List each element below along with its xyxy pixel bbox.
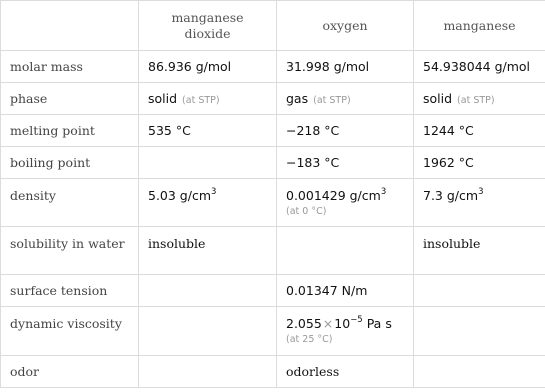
phase-note: (at STP) [457,95,495,106]
melting-point-mno2: 535 °C [139,115,277,147]
phase-o2-cell [277,83,414,115]
molar-mass-mno2: 86.936 g/mol [139,51,277,83]
header-manganese-dioxide: manganese dioxide [139,1,277,51]
row-label: dynamic viscosity [1,307,139,356]
boiling-point-o2: −183 °C [277,147,414,179]
table-row [1,147,545,179]
density-mn: 7.3 g/cm [423,188,479,203]
cubic-exponent: 3 [211,187,217,197]
viscosity-unit: Pa s [366,316,392,331]
solubility-mn: insoluble [414,227,545,275]
phase-note: (at STP) [313,95,351,106]
row-label: odor [1,356,139,388]
surface-tension-mno2-empty [139,275,277,307]
header-manganese: manganese [414,1,545,51]
row-label: solubility in water [1,227,139,275]
cubic-exponent: 3 [478,187,484,197]
table-row [1,275,545,307]
phase-note: (at STP) [182,95,220,106]
table-row [1,83,545,115]
table-row [1,356,545,388]
phase-mn-cell [414,83,545,115]
viscosity-exponent: −5 [350,315,363,325]
viscosity-mantissa: 2.055 [286,316,322,331]
density-mn-cell [414,179,545,227]
table-row [1,227,545,275]
odor-mn-empty [414,356,545,388]
density-o2: 0.001429 g/cm [286,188,381,203]
row-label: molar mass [1,51,139,83]
table-row [1,307,545,356]
table-row [1,115,545,147]
cubic-exponent: 3 [380,187,387,197]
molar-mass-mn: 54.938044 g/mol [414,51,545,83]
viscosity-mno2-empty [139,307,277,356]
row-label: boiling point [1,147,139,179]
boiling-point-mn: 1962 °C [414,147,545,179]
density-o2-note: (at 0 °C) [286,206,327,217]
surface-tension-o2: 0.01347 N/m [277,275,414,307]
viscosity-note: (at 25 °C) [286,334,333,345]
header-empty-cell [1,1,139,51]
surface-tension-mn-empty [414,275,545,307]
row-label: melting point [1,115,139,147]
odor-mno2-empty [139,356,277,388]
phase-mno2-cell [139,83,277,115]
density-o2-cell [277,179,414,227]
viscosity-mn-empty [414,307,545,356]
phase-o2: gas [286,91,309,106]
table-row [1,179,545,227]
molar-mass-o2: 31.998 g/mol [277,51,414,83]
melting-point-mn: 1244 °C [414,115,545,147]
density-mno2-cell [139,179,277,227]
solubility-o2-empty [277,227,414,275]
row-label: density [1,179,139,227]
viscosity-base: 10 [334,316,351,331]
melting-point-o2: −218 °C [277,115,414,147]
phase-mno2: solid [148,91,178,106]
times-sign: × [322,316,334,331]
solubility-mno2: insoluble [139,227,277,275]
header-oxygen: oxygen [277,1,414,51]
table-row [1,51,545,83]
phase-mn: solid [423,91,453,106]
density-mno2: 5.03 g/cm [148,188,212,203]
header-row [1,1,545,51]
viscosity-o2-cell [277,307,414,356]
row-label: phase [1,83,139,115]
boiling-point-mno2-empty [139,147,277,179]
odor-o2: odorless [277,356,414,388]
row-label: surface tension [1,275,139,307]
